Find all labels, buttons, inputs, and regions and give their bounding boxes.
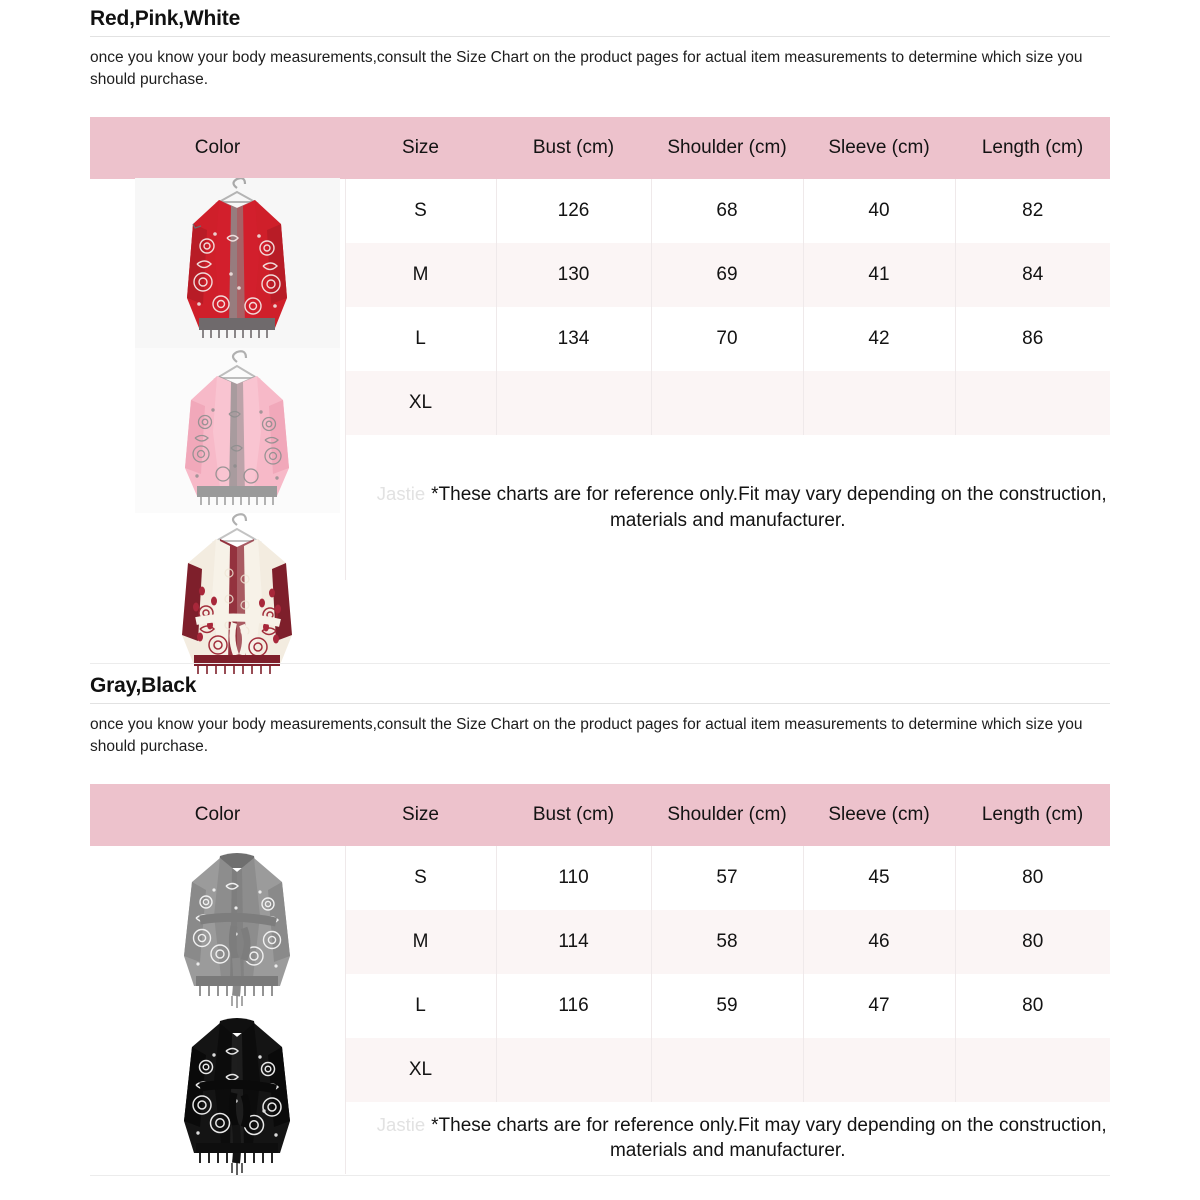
white-cardigan-photo bbox=[130, 513, 345, 678]
column-header-size: Size bbox=[345, 117, 496, 179]
cell-size: S bbox=[345, 179, 496, 243]
cell-size: M bbox=[345, 243, 496, 307]
cell-bust: 116 bbox=[496, 974, 651, 1038]
jastie-watermark: Jastie bbox=[376, 483, 426, 505]
column-header-size: Size bbox=[345, 784, 496, 846]
cell-length: 80 bbox=[955, 846, 1110, 910]
cell-sleeve: 47 bbox=[803, 974, 955, 1038]
cell-length: 84 bbox=[955, 243, 1110, 307]
section-heading: Gray,Black bbox=[90, 674, 197, 697]
column-header-bust: Bust (cm) bbox=[496, 117, 651, 179]
cell-sleeve bbox=[803, 1038, 955, 1102]
table-bottom-divider bbox=[90, 663, 1110, 664]
column-header-sleeve: Sleeve (cm) bbox=[803, 117, 955, 179]
cell-length: 86 bbox=[955, 307, 1110, 371]
black-cardigan-photo bbox=[140, 1011, 335, 1176]
table-note-cell bbox=[345, 1102, 1110, 1174]
cell-sleeve: 42 bbox=[803, 307, 955, 371]
cell-length: 80 bbox=[955, 910, 1110, 974]
column-header-shoulder: Shoulder (cm) bbox=[651, 784, 803, 846]
cell-bust: 110 bbox=[496, 846, 651, 910]
column-header-color: Color bbox=[90, 784, 345, 846]
heading-divider bbox=[90, 36, 1110, 37]
cell-sleeve: 45 bbox=[803, 846, 955, 910]
table-note-text: *These charts are for reference only.Fit may vary depending on the construction, materials and manufacturer. bbox=[431, 484, 1107, 531]
cell-size: L bbox=[345, 974, 496, 1038]
cell-shoulder: 68 bbox=[651, 179, 803, 243]
table-note-text: *These charts are for reference only.Fit may vary depending on the construction, materials and manufacturer. bbox=[431, 1114, 1107, 1161]
table-header-row bbox=[90, 784, 1110, 846]
cell-size: S bbox=[345, 846, 496, 910]
cell-shoulder: 59 bbox=[651, 974, 803, 1038]
cell-length bbox=[955, 371, 1110, 435]
column-header-length: Length (cm) bbox=[955, 117, 1110, 179]
red-cardigan-photo bbox=[135, 178, 340, 348]
cell-bust bbox=[496, 1038, 651, 1102]
column-header-length: Length (cm) bbox=[955, 784, 1110, 846]
cell-sleeve: 40 bbox=[803, 179, 955, 243]
cell-shoulder bbox=[651, 1038, 803, 1102]
column-header-sleeve: Sleeve (cm) bbox=[803, 784, 955, 846]
heading-divider bbox=[90, 703, 1110, 704]
section-gray-black bbox=[90, 675, 1110, 758]
column-header-color: Color bbox=[90, 117, 345, 179]
column-header-shoulder: Shoulder (cm) bbox=[651, 117, 803, 179]
pink-cardigan-photo bbox=[135, 348, 340, 513]
table-header-row bbox=[90, 117, 1110, 179]
column-header-bust: Bust (cm) bbox=[496, 784, 651, 846]
cell-shoulder: 69 bbox=[651, 243, 803, 307]
cell-shoulder: 58 bbox=[651, 910, 803, 974]
table-note-cell bbox=[345, 435, 1110, 580]
section-description: once you know your body measurements,consult the Size Chart on the product pages for actual item measurements to determine which size you should purchase. bbox=[90, 49, 1083, 89]
cell-shoulder: 57 bbox=[651, 846, 803, 910]
cell-bust: 114 bbox=[496, 910, 651, 974]
color-photo-stack-red-pink-white bbox=[90, 178, 345, 678]
table-bottom-divider bbox=[90, 1175, 1110, 1176]
cell-shoulder bbox=[651, 371, 803, 435]
cell-length bbox=[955, 1038, 1110, 1102]
cell-sleeve: 46 bbox=[803, 910, 955, 974]
cell-size: XL bbox=[345, 371, 496, 435]
section-description: once you know your body measurements,consult the Size Chart on the product pages for actual item measurements to determine which size you should purchase. bbox=[90, 716, 1083, 756]
cell-bust bbox=[496, 371, 651, 435]
cell-bust: 134 bbox=[496, 307, 651, 371]
cell-sleeve bbox=[803, 371, 955, 435]
cell-length: 80 bbox=[955, 974, 1110, 1038]
cell-length: 82 bbox=[955, 179, 1110, 243]
section-heading: Red,Pink,White bbox=[90, 7, 241, 30]
cell-shoulder: 70 bbox=[651, 307, 803, 371]
cell-sleeve: 41 bbox=[803, 243, 955, 307]
section-red-pink-white bbox=[90, 8, 1110, 91]
cell-size: M bbox=[345, 910, 496, 974]
cell-bust: 130 bbox=[496, 243, 651, 307]
jastie-watermark: Jastie bbox=[376, 1113, 426, 1135]
cell-size: XL bbox=[345, 1038, 496, 1102]
cell-bust: 126 bbox=[496, 179, 651, 243]
gray-cardigan-photo bbox=[140, 846, 335, 1011]
cell-size: L bbox=[345, 307, 496, 371]
color-photo-stack-gray-black bbox=[90, 846, 345, 1176]
